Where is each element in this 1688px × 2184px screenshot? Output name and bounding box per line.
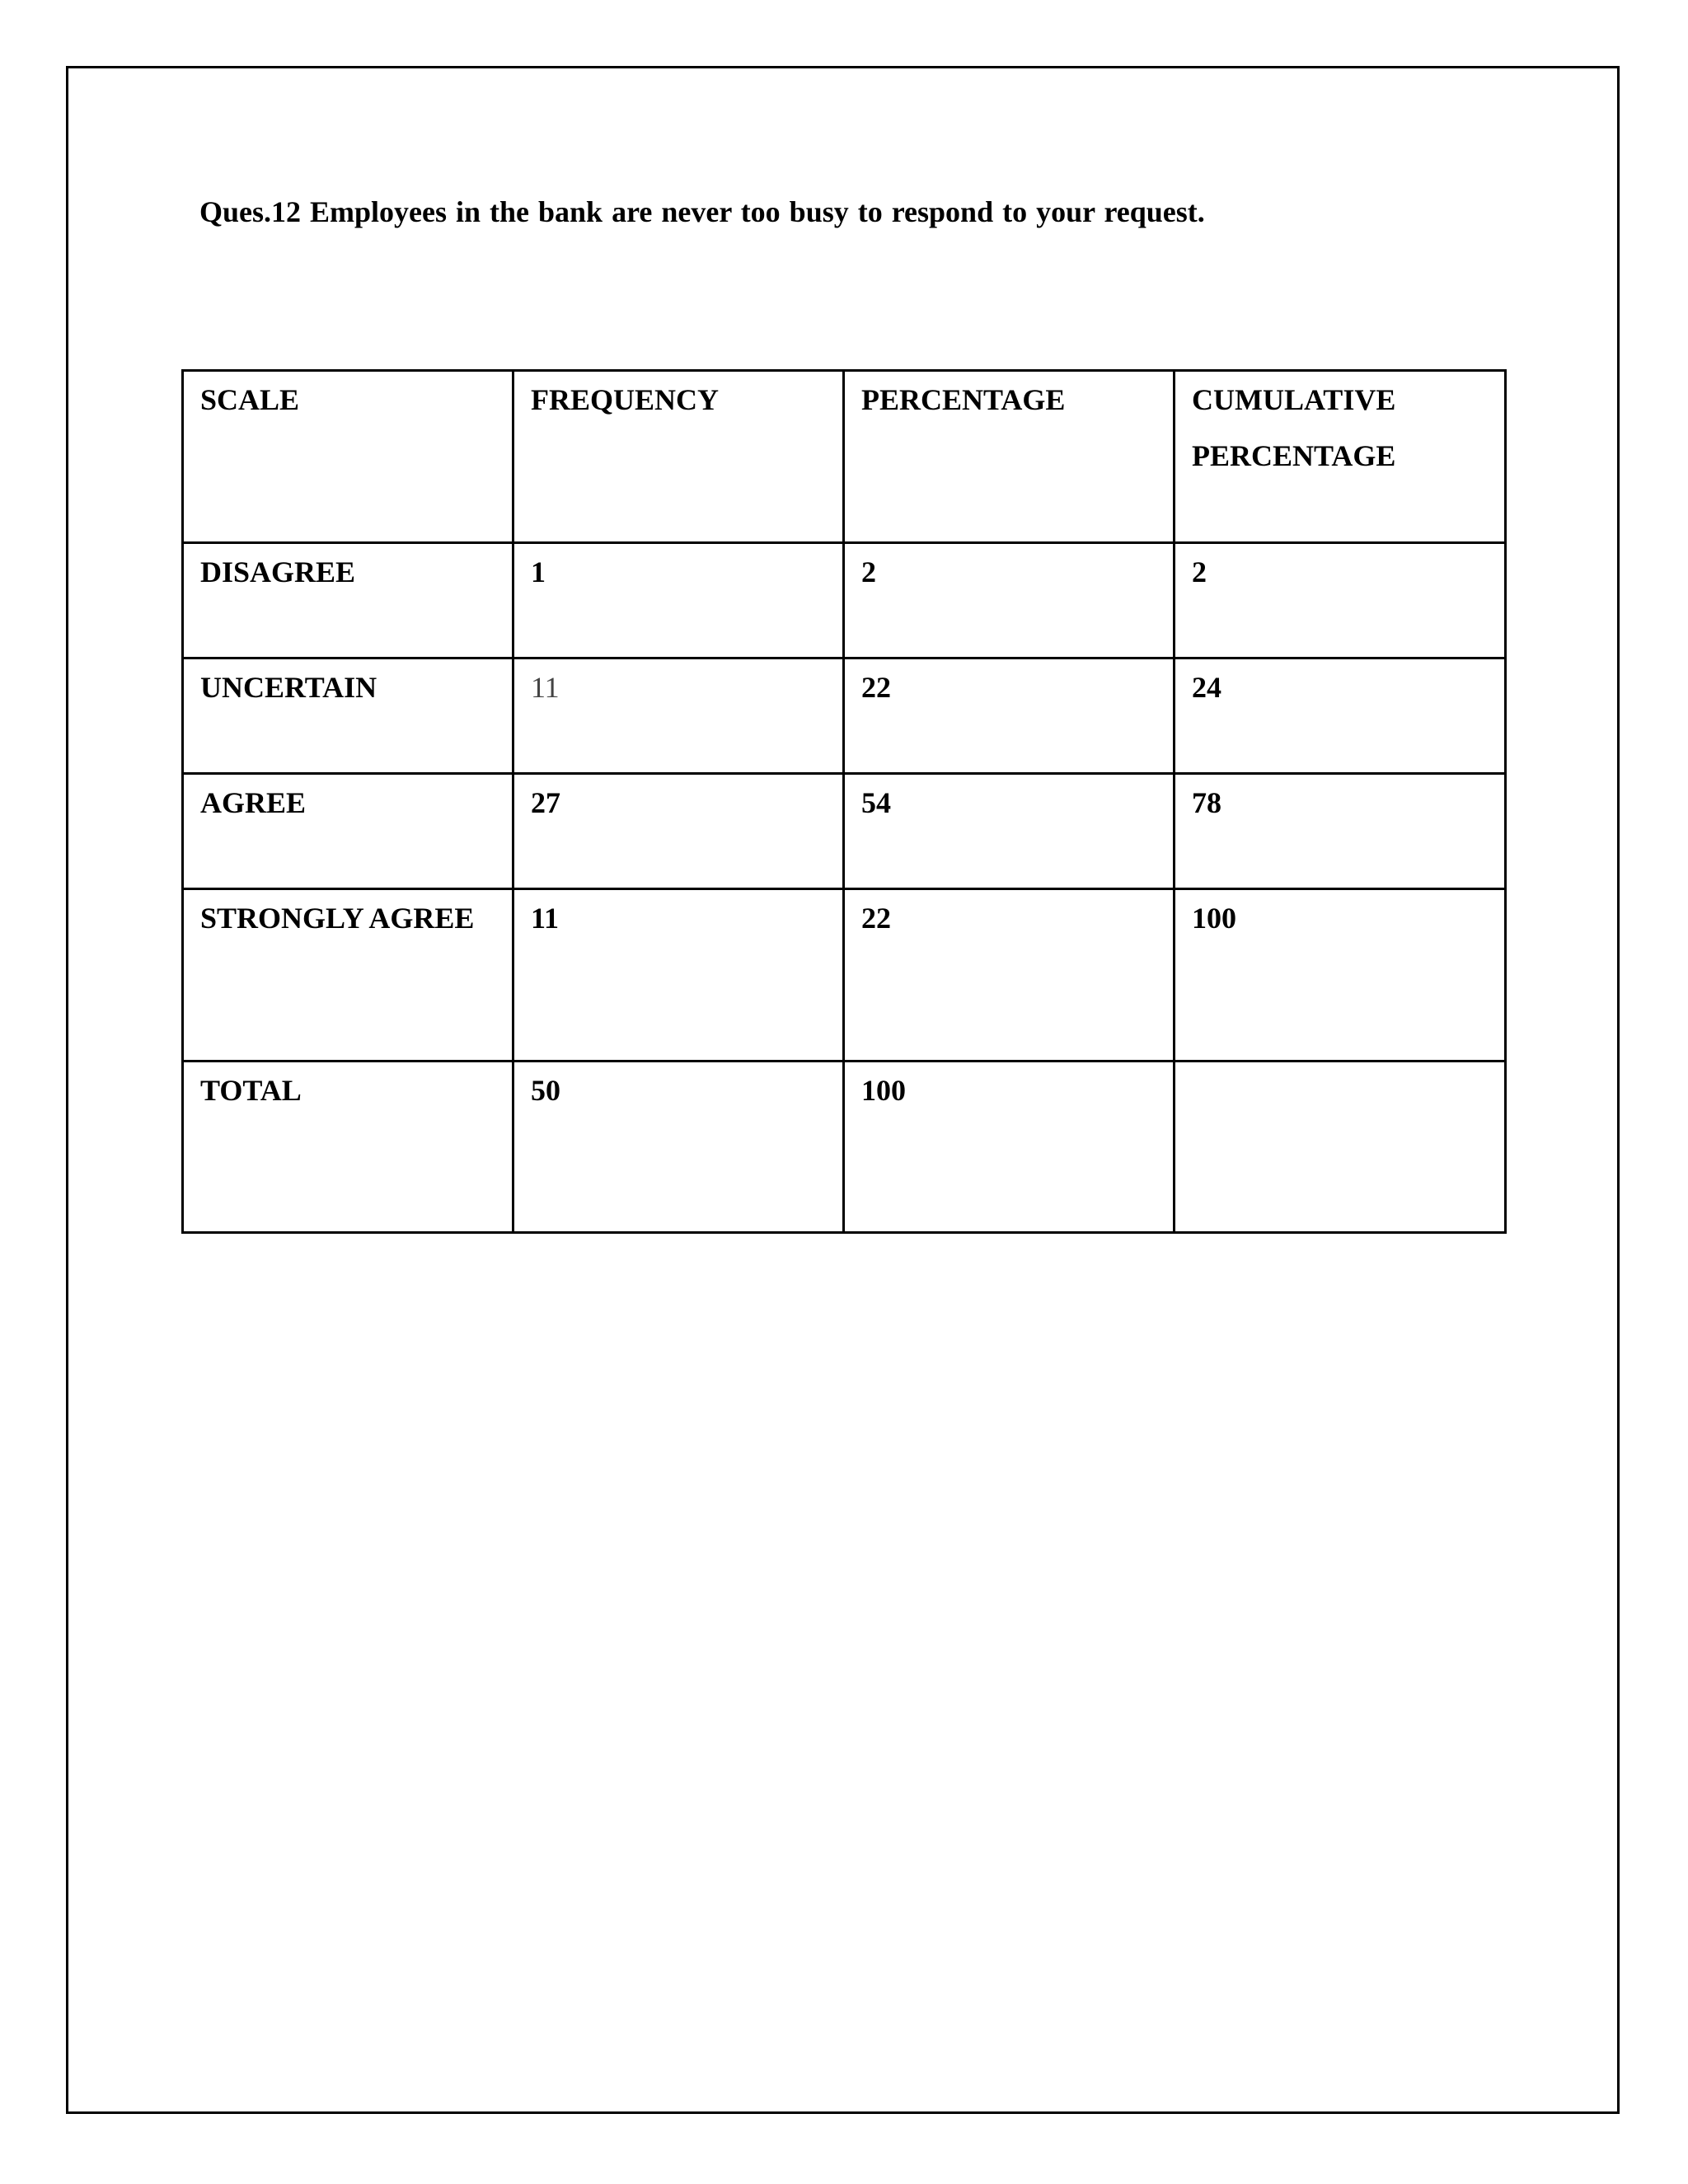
cell-frequency: 11 (513, 658, 844, 774)
cell-percentage: 22 (844, 889, 1175, 1062)
cell-percentage: 2 (844, 543, 1175, 658)
cell-frequency: 11 (513, 889, 844, 1062)
table-header-row (183, 371, 1506, 543)
cell-scale: DISAGREE (183, 543, 513, 658)
cell-scale: TOTAL (183, 1062, 513, 1233)
cell-scale: UNCERTAIN (183, 658, 513, 774)
frequency-table (181, 369, 1507, 1234)
cell-percentage: 100 (844, 1062, 1175, 1233)
cell-frequency: 1 (513, 543, 844, 658)
cell-percentage: 22 (844, 658, 1175, 774)
cell-cumulative: 78 (1175, 774, 1506, 889)
table-row (183, 889, 1506, 1062)
cell-frequency: 50 (513, 1062, 844, 1233)
table-row (183, 543, 1506, 658)
header-percentage: PERCENTAGE (844, 371, 1175, 543)
cell-cumulative (1175, 1062, 1506, 1233)
cell-scale: AGREE (183, 774, 513, 889)
table-row (183, 658, 1506, 774)
header-scale: SCALE (183, 371, 513, 543)
cell-frequency: 27 (513, 774, 844, 889)
header-cumulative-percentage: CUMULATIVE PERCENTAGE (1175, 371, 1506, 543)
header-frequency: FREQUENCY (513, 371, 844, 543)
table-total-row (183, 1062, 1506, 1233)
cell-scale: STRONGLY AGREE (183, 889, 513, 1062)
cell-cumulative: 24 (1175, 658, 1506, 774)
table-row (183, 774, 1506, 889)
cell-cumulative: 100 (1175, 889, 1506, 1062)
question-title: Ques.12 Employees in the bank are never too busy to respond to your request. (199, 195, 1205, 228)
cell-percentage: 54 (844, 774, 1175, 889)
cell-cumulative: 2 (1175, 543, 1506, 658)
